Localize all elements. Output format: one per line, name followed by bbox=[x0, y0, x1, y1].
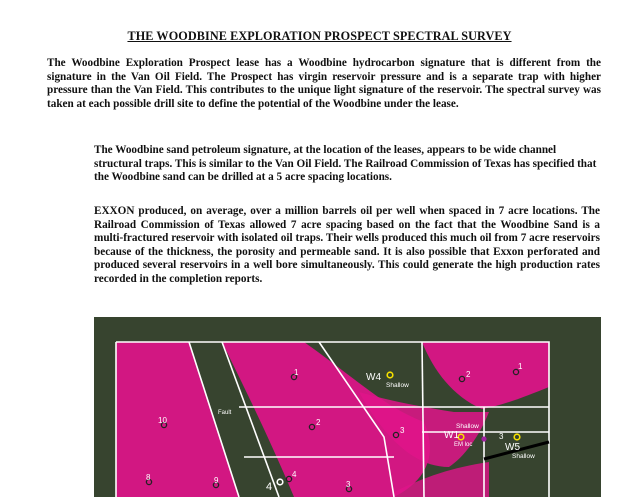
well-4-label: 4 bbox=[266, 481, 273, 493]
site-number: 3 bbox=[400, 426, 405, 435]
w5-label: W5 bbox=[505, 442, 520, 453]
w5-note: Shallow bbox=[512, 453, 535, 460]
fault-label: Fault bbox=[218, 410, 232, 416]
spectral-survey-map bbox=[94, 317, 601, 497]
site-number: 4 bbox=[292, 470, 297, 479]
em-loc-label: EM loc bbox=[454, 442, 473, 448]
site-number: 2 bbox=[316, 418, 321, 427]
site-number: 1 bbox=[294, 368, 299, 377]
site-number: 2 bbox=[466, 370, 471, 379]
w1-label: W1 bbox=[444, 430, 459, 441]
site-number: 3 bbox=[499, 432, 504, 441]
page-title: THE WOODBINE EXPLORATION PROSPECT SPECTRAL SURVEY bbox=[127, 29, 512, 43]
site-number: 3 bbox=[346, 480, 351, 489]
w4-label: W4 bbox=[366, 372, 381, 383]
site-number: 1 bbox=[518, 362, 523, 371]
em-location-marker bbox=[481, 436, 486, 441]
exxon-production-paragraph: EXXON produced, on average, over a million barrels oil per well when spaced in 7 acre locations. The Railroad Commission of Texas allowed 7 acre spacing based on the fact that the Woodbine Sand is a multi-fractured reservoir with isolated oil traps. Their wells produced this much oil from 7 acre reservoirs because of the thickness, the porosity and permeable sand. It is also possible that Exxon perforated and produced several reservoirs in a well bore simultaneously. This could generate the high production rates recorded in the completion reports. bbox=[94, 205, 600, 285]
w4-note: Shallow bbox=[386, 382, 409, 389]
woodbine-signature-paragraph: The Woodbine sand petroleum signature, at the location of the leases, appears to be wide channel structural traps. This is similar to the Van Oil Field. The Railroad Commission of Texas has specified that the Woodbine sand can be drilled at a 5 acre spacing locations. bbox=[94, 144, 597, 184]
intro-paragraph: The Woodbine Exploration Prospect lease has a Woodbine hydrocarbon signature that is different from the signature in the Van Oil Field. The Prospect has virgin reservoir pressure and is a separate trap with higher pressure than the Van Field. This contributes to the unique light signature of the reservoir. The spectral survey was taken at each possible drill site to define the potential of the Woodbine under the lease. bbox=[47, 57, 601, 110]
site-number: 9 bbox=[214, 476, 219, 485]
shallow-label: Shallow bbox=[456, 423, 479, 430]
site-number: 10 bbox=[158, 416, 167, 425]
survey-map-graphic bbox=[94, 317, 601, 497]
site-number: 8 bbox=[146, 473, 151, 482]
